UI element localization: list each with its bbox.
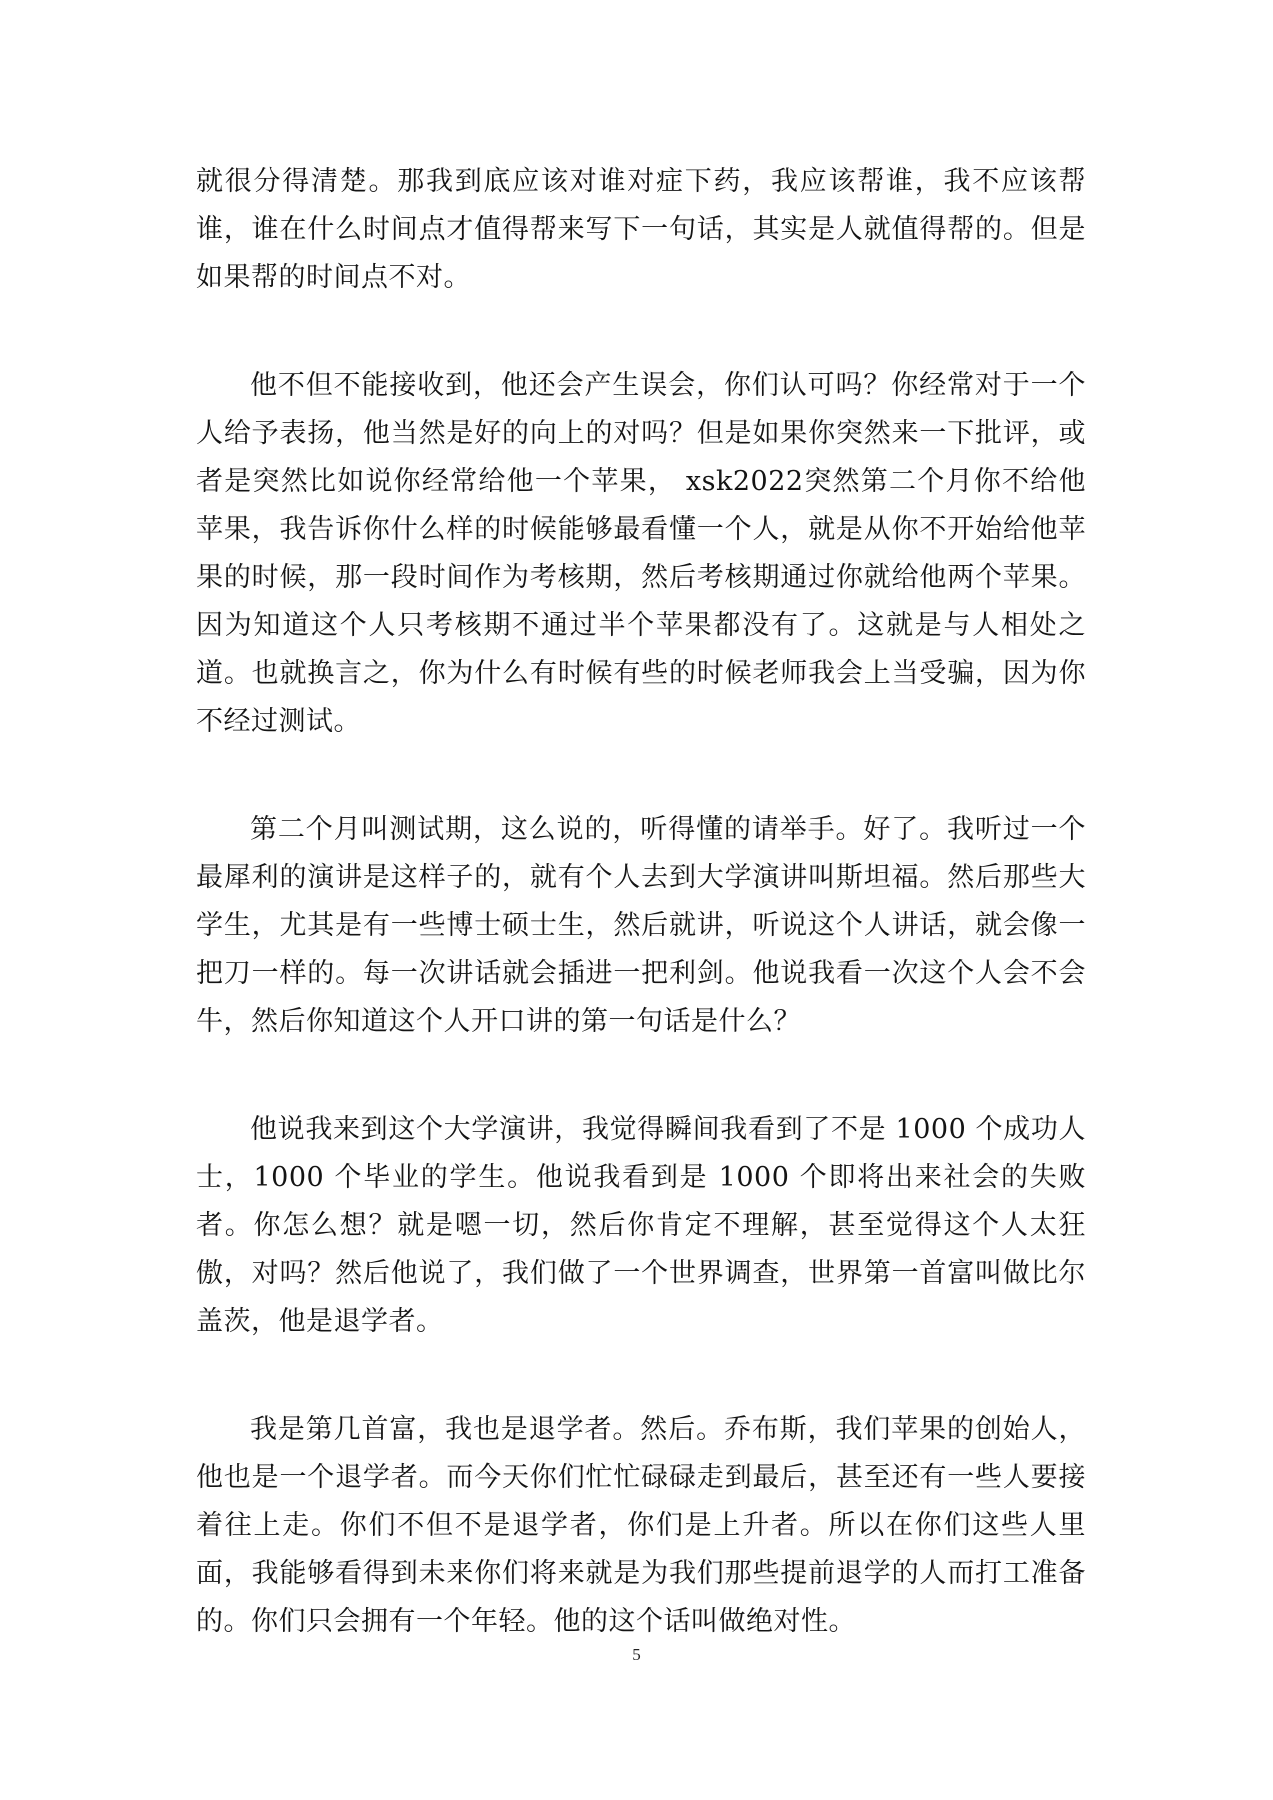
paragraph-1: 就很分得清楚。那我到底应该对谁对症下药，我应该帮谁，我不应该帮谁，谁在什么时间点才值得帮来写下一句话，其实是人就值得帮的。但是如果帮的时间点不对。 [196,166,1086,293]
body-text [196,158,1086,1646]
paragraph-3: 第二个月叫测试期，这么说的，听得懂的请举手。好了。我听过一个最犀利的演讲是这样子的，就有个人去到大学演讲叫斯坦福。然后那些大学生，尤其是有一些博士硕士生，然后就讲，听说这个人讲话，就会像一把刀一样的。每一次讲话就会插进一把利剑。他说我看一次这个人会不会牛，然后你知道这个人开口讲的第一句话是什么？ [196,814,1086,1037]
paragraph-2: 他不但不能接收到，他还会产生误会，你们认可吗？你经常对于一个人给予表扬，他当然是好的向上的对吗？但是如果你突然来一下批评，或者是突然比如说你经常给他一个苹果， xsk2022突然第二个月你不给他苹果，我告诉你什么样的时候能够最看懂一个人，就是从你不开始给他苹果的时候，那一段时间作为考核期，然后考核期通过你就给他两个苹果。因为知道这个人只考核期不通过半个苹果都没有了。这就是与人相处之道。也就换言之，你为什么有时候有些的时候老师我会上当受骗，因为你不经过测试。 [196,370,1086,737]
page-number: 5 [632,1645,641,1664]
paragraph-5: 我是第几首富，我也是退学者。然后。乔布斯，我们苹果的创始人，他也是一个退学者。而今天你们忙忙碌碌走到最后，甚至还有一些人要接着往上走。你们不但不是退学者，你们是上升者。所以在你们这些人里面，我能够看得到未来你们将来就是为我们那些提前退学的人而打工准备的。你们只会拥有一个年轻。他的这个话叫做绝对性。 [196,1414,1086,1637]
paragraph-4: 他说我来到这个大学演讲，我觉得瞬间我看到了不是 1000 个成功人士，1000 个毕业的学生。他说我看到是 1000 个即将出来社会的失败者。你怎么想？就是嗯一切，然后你肯定不理解，甚至觉得这个人太狂傲，对吗？然后他说了，我们做了一个世界调查，世界第一首富叫做比尔盖茨，他是退学者。 [196,1114,1086,1337]
